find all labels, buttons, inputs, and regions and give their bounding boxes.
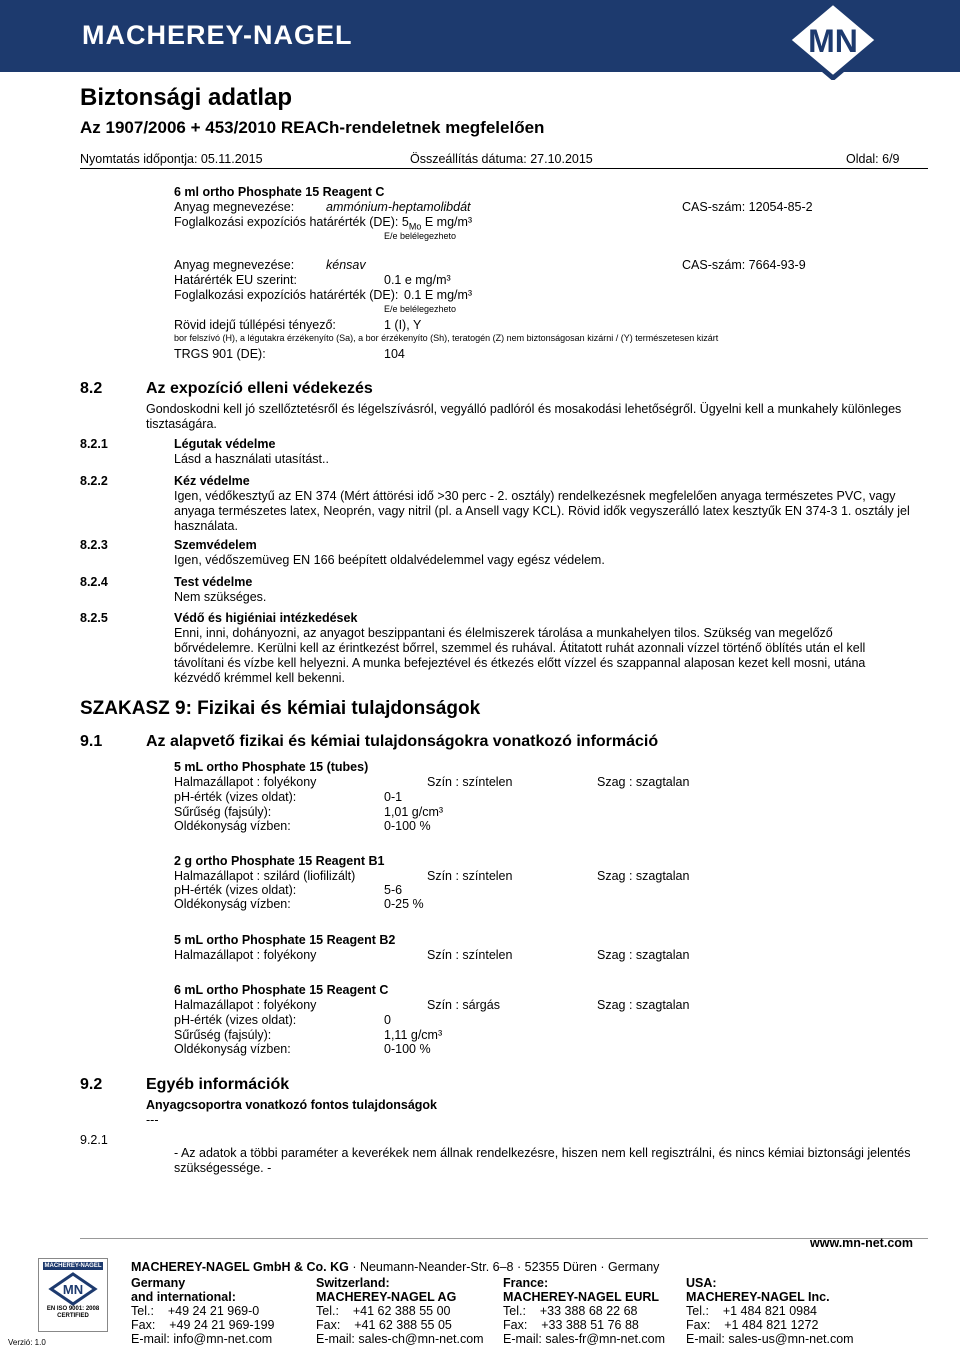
product-1-prop-value: 0-1 [384, 790, 403, 804]
product-2-prop-value: 5-6 [384, 883, 403, 897]
product-2-odor: Szag : szagtalan [597, 869, 690, 883]
cert-text-1: EN ISO 9001: 2008 [46, 1306, 100, 1312]
footer-col-tel: Tel.: +41 62 388 55 00 [316, 1304, 451, 1318]
sub-8-2-1-title: Légutak védelme [174, 437, 276, 451]
footer-column-france [503, 1276, 683, 1346]
footer-col-email[interactable]: E-mail: sales-ch@mn-net.com [316, 1332, 484, 1346]
footer-col-fax: Fax: +41 62 388 55 05 [316, 1318, 452, 1332]
section-8-2-title: Az expozíció elleni védekezés [146, 380, 373, 397]
footer-col-subheading: MACHEREY-NAGEL Inc. [686, 1290, 830, 1304]
compile-date: Összeállítás dátuma: 27.10.2015 [410, 152, 593, 166]
logo-text: MN [808, 23, 858, 59]
section-9-2-1-text: - Az adatok a többi paraméter a keverékek nem állnak rendelkezésre, hiszen nem kell regisztrálni, és nincs kémiai biztonsági jelentés szükségessége. - [174, 1146, 911, 1175]
footer-col-email[interactable]: E-mail: sales-us@mn-net.com [686, 1332, 854, 1346]
footer-col-subheading: and international: [131, 1290, 236, 1304]
company-address: · Neumann-Neander-Str. 6–8 · 52355 Düren · Germany [348, 1260, 660, 1274]
section-8-2-number: 8.2 [80, 380, 103, 397]
section-9-2-subtitle: Anyagcsoportra vonatkozó fontos tulajdonságok [146, 1098, 437, 1112]
product-4-prop-label: Oldékonyság vízben: [174, 1042, 291, 1056]
sub-8-2-4-text: Nem szükséges. [174, 590, 267, 604]
sub-8-2-5-number: 8.2.5 [80, 611, 108, 625]
print-date: Nyomtatás időpontja: 05.11.2015 [80, 152, 263, 166]
cert-text-2: CERTIFIED [57, 1313, 89, 1319]
sub-8-2-3-title: Szemvédelem [174, 538, 257, 552]
sub-8-2-2-text: Igen, védőkesztyű az EN 374 (Mért áttörési idő >30 perc - 2. osztály) rendelkezésnek megfelelően anyaga természetes PVC, vagy anyaga természetes latex, Neoprén, vagy nitril (pl. a Ansell vagy KCL). Rövid idők vegyszerálló latex kesztyűk EN 374-3 1. osztály jel használata. [174, 489, 910, 533]
footer-col-tel: Tel.: +1 484 821 0984 [686, 1304, 818, 1318]
section-9-2-number: 9.2 [80, 1076, 103, 1093]
document-title: Biztonsági adatlap [80, 84, 293, 111]
product-1-title: 5 mL ortho Phosphate 15 (tubes) [174, 760, 369, 774]
sub-8-2-3-text: Igen, védőszemüveg EN 166 beépített oldalvédelemmel vagy egész védelem. [174, 553, 605, 567]
footer-col-fax: Fax: +49 24 21 969-199 [131, 1318, 275, 1332]
short-term-label: Rövid idejű túllépési tényező: [174, 318, 336, 332]
substance2-de-label: Foglalkozási expozíciós határérték (DE): [174, 288, 399, 302]
document-subtitle: Az 1907/2006 + 453/2010 REACh-rendeletnek megfelelően [80, 118, 545, 137]
footer-col-heading: Switzerland: [316, 1276, 390, 1290]
product-4-prop-value: 0 [384, 1013, 391, 1027]
cert-logo-text: MACHEREY-NAGEL [44, 1263, 102, 1269]
version-label: Verzió: 1.0 [8, 1338, 46, 1347]
footer-col-email[interactable]: E-mail: sales-fr@mn-net.com [503, 1332, 666, 1346]
product-4-prop-value: 1,11 g/cm³ [384, 1028, 443, 1042]
product-2-title: 2 g ortho Phosphate 15 Reagent B1 [174, 854, 385, 868]
substance2-eu-label: Határérték EU szerint: [174, 273, 297, 287]
footer-rule [80, 1238, 928, 1239]
sub-8-2-3-number: 8.2.3 [80, 538, 108, 552]
footer-col-fax: Fax: +33 388 51 76 88 [503, 1318, 639, 1332]
product-2-prop-label: pH-érték (vizes oldat): [174, 883, 297, 897]
product-4-title: 6 mL ortho Phosphate 15 Reagent C [174, 983, 389, 997]
product-4-odor: Szag : szagtalan [597, 998, 690, 1012]
substance1-limit-sub: Mo [408, 221, 422, 232]
trgs-value: 104 [384, 347, 405, 361]
trgs-label: TRGS 901 (DE): [174, 347, 266, 361]
svg-text:MN: MN [62, 1282, 84, 1297]
section-9-1-title: Az alapvető fizikai és kémiai tulajdonságokra vonatkozó információ [146, 733, 659, 750]
product-1-odor: Szag : szagtalan [597, 775, 690, 789]
product-3-color: Szín : színtelen [427, 948, 513, 962]
exposure-legend: bor felszívó (H), a légutakra érzékenyíto (Sa), a bor érzékenyíto (Sh), teratogén (Z) nem biztonságosan kizárni / (Y) természetesen kizárt [174, 333, 719, 343]
header-rule [80, 168, 928, 169]
product-4-prop-value: 0-100 % [384, 1042, 431, 1056]
product-1-prop-value: 1,01 g/cm³ [384, 805, 444, 819]
footer-col-tel: Tel.: +33 388 68 22 68 [503, 1304, 638, 1318]
substance1-note: E/e belélegezheto [384, 231, 457, 241]
substance2-eu-value: 0.1 e mg/m³ [384, 273, 451, 287]
footer-col-fax: Fax: +1 484 821 1272 [686, 1318, 819, 1332]
footer-col-heading: Germany [131, 1276, 186, 1290]
page-number: Oldal: 6/9 [846, 152, 900, 166]
cert-mn-icon [43, 1272, 103, 1306]
substance2-note: E/e belélegezheto [384, 304, 457, 314]
short-term-value: 1 (I), Y [384, 318, 422, 332]
sub-8-2-5-text: Enni, inni, dohányozni, az anyagot beszippantani és élelmiszerek tárolása a munkahelyen tilos. Szükség van megelőző bőrvédelemre. Kerülni kell az érintkezést bőrrel, szemmel és ruhával. Átitatott ruhát azonnali vízzel történő öblítés után el kell távolítani és vízbe kell helyezni. A munka befejeztével és étkezés előtt vízzel és szappannal alaposan kezet kell mosni, utána kézvédő krémmel kell bekenni. [174, 626, 866, 685]
product-1-prop-label: pH-érték (vizes oldat): [174, 790, 297, 804]
sub-8-2-1-text: Lásd a használati utasítást.. [174, 452, 329, 466]
sub-8-2-2-title: Kéz védelme [174, 474, 250, 488]
sub-8-2-4-number: 8.2.4 [80, 575, 108, 589]
brand-name: MACHEREY-NAGEL [82, 20, 353, 50]
product-3-odor: Szag : szagtalan [597, 948, 690, 962]
sub-8-2-5-title: Védő és higiéniai intézkedések [174, 611, 358, 625]
sub-8-2-2-number: 8.2.2 [80, 474, 108, 488]
product-2-prop-label: Oldékonyság vízben: [174, 897, 291, 911]
product-1-state: Halmazállapot : folyékony [174, 775, 317, 789]
iso-certificate-badge [38, 1258, 108, 1332]
product-1-prop-value: 0-100 % [384, 819, 431, 833]
product-2-color: Szín : színtelen [427, 869, 513, 883]
substance1-limit-label: Foglalkozási expozíciós határérték (DE): [174, 215, 399, 229]
footer-column-switzerland [316, 1276, 501, 1346]
product-2-prop-value: 0-25 % [384, 897, 424, 911]
product-1-prop-label: Sűrűség (fajsúly): [174, 805, 272, 819]
footer-col-tel: Tel.: +49 24 21 969-0 [131, 1304, 260, 1318]
section-9-2-dash: --- [146, 1113, 159, 1127]
substance2-cas: CAS-szám: 7664-93-9 [682, 258, 806, 272]
reagent-c-title: 6 ml ortho Phosphate 15 Reagent C [174, 185, 385, 199]
substance1-limit-post: E mg/m³ [424, 215, 473, 229]
footer-col-subheading: MACHEREY-NAGEL EURL [503, 1290, 660, 1304]
section-9-2-1-number: 9.2.1 [80, 1133, 108, 1147]
product-3-title: 5 mL ortho Phosphate 15 Reagent B2 [174, 933, 396, 947]
product-2-state: Halmazállapot : szilárd (liofilizált) [174, 869, 356, 883]
product-3-state: Halmazállapot : folyékony [174, 948, 317, 962]
product-4-prop-label: Sűrűség (fajsúly): [174, 1028, 272, 1042]
footer-col-subheading: MACHEREY-NAGEL AG [316, 1290, 457, 1304]
section-9-title: SZAKASZ 9: Fizikai és kémiai tulajdonságok [80, 698, 481, 719]
footer-col-heading: USA: [686, 1276, 717, 1290]
website-link[interactable]: www.mn-net.com [810, 1236, 914, 1250]
section-9-1-number: 9.1 [80, 733, 103, 750]
product-4-prop-label: pH-érték (vizes oldat): [174, 1013, 297, 1027]
footer-col-email[interactable]: E-mail: info@mn-net.com [131, 1332, 273, 1346]
product-1-prop-label: Oldékonyság vízben: [174, 819, 291, 833]
substance1-limit-pre: 5 [401, 215, 409, 229]
company-name: MACHEREY-NAGEL GmbH & Co. KG [131, 1260, 349, 1274]
footer-column-germany [131, 1276, 311, 1346]
substance2-label: Anyag megnevezése: [174, 258, 295, 272]
section-8-2-text: Gondoskodni kell jó szellőztetésről és légelszívásról, vegyálló padlóról és mosakodási lehetőségről. Ügyelni kell a munkahely különleges tisztaságára. [146, 402, 902, 431]
sub-8-2-4-title: Test védelme [174, 575, 253, 589]
substance2-de-value: 0.1 E mg/m³ [404, 288, 473, 302]
substance2-name: kénsav [326, 258, 366, 272]
product-4-color: Szín : sárgás [427, 998, 500, 1012]
footer-col-heading: France: [503, 1276, 549, 1290]
product-4-state: Halmazállapot : folyékony [174, 998, 317, 1012]
footer-column-usa [686, 1276, 876, 1346]
product-1-color: Szín : színtelen [427, 775, 513, 789]
mn-logo [778, 0, 888, 80]
substance1-name: ammónium-heptamolibdát [326, 200, 471, 214]
substance1-cas: CAS-szám: 12054-85-2 [682, 200, 813, 214]
company-line [131, 1260, 659, 1274]
substance1-label: Anyag megnevezése: [174, 200, 295, 214]
sub-8-2-1-number: 8.2.1 [80, 437, 108, 451]
section-9-2-title: Egyéb információk [146, 1076, 290, 1093]
